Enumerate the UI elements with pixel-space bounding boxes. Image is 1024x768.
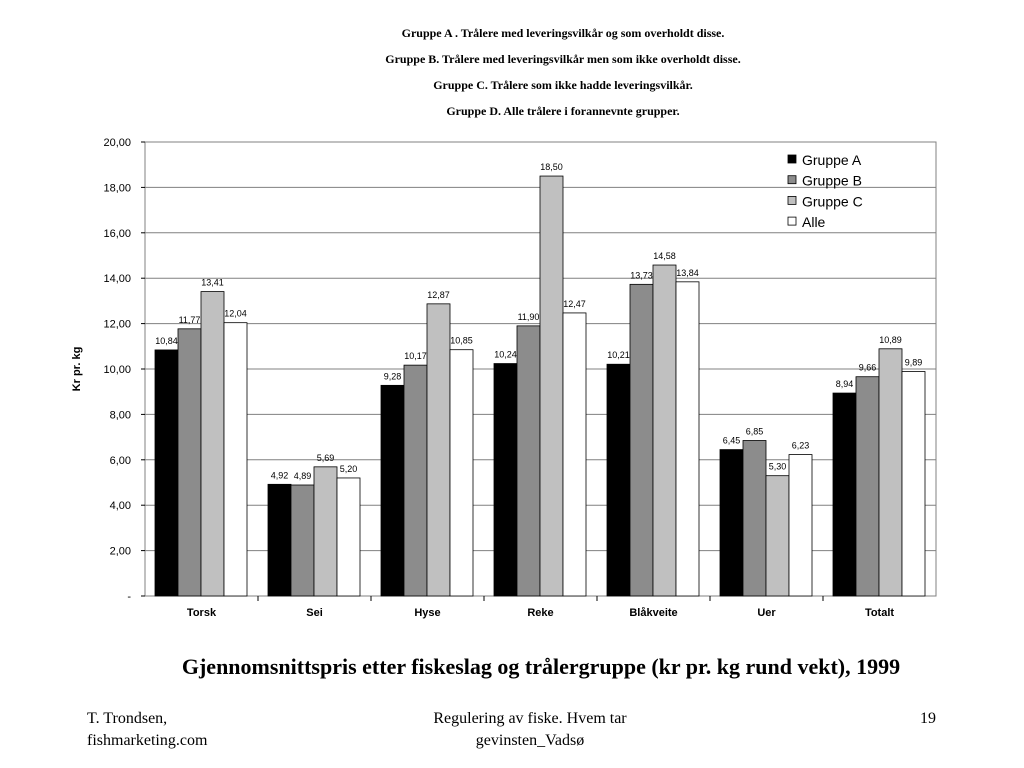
y-tick-label: 8,00: [109, 409, 131, 422]
x-tick-label: Totalt: [864, 607, 895, 619]
footer-author-line1: T. Trondsen,: [87, 710, 168, 727]
note-group-b: Gruppe B. Trålere med leveringsvilkår men som ikke overholdt disse.: [385, 52, 741, 66]
bar: [201, 292, 224, 596]
bar: [494, 364, 517, 596]
bar: [630, 284, 653, 596]
data-label: 12,47: [563, 298, 586, 309]
note-group-a: Gruppe A . Trålere med leveringsvilkår og som overholdt disse.: [401, 26, 725, 40]
y-tick-label: 4,00: [109, 500, 131, 513]
bar: [902, 371, 925, 596]
data-label: 8,94: [835, 379, 854, 390]
y-tick-label: 10,00: [103, 364, 131, 376]
bar: [540, 176, 563, 596]
data-label: 10,21: [607, 350, 630, 361]
data-label: 9,28: [383, 371, 402, 382]
bar: [743, 441, 766, 596]
data-label: 10,17: [404, 351, 427, 362]
bar: [291, 485, 314, 596]
footer-author: [87, 708, 207, 752]
footer-presentation: [370, 708, 690, 752]
x-tick-label: Blåkveite: [629, 607, 678, 619]
data-label: 6,85: [745, 426, 764, 437]
bar: [404, 365, 427, 596]
footer-center-line1: Regulering av fiske. Hvem tar: [433, 710, 627, 727]
data-label: 10,89: [879, 334, 902, 345]
data-label: 4,89: [293, 470, 312, 481]
note-group-c: Gruppe C. Trålere som ikke hadde leveringsvilkår.: [433, 78, 693, 92]
y-tick-label: 20,00: [103, 137, 131, 149]
data-label: 12,04: [224, 308, 247, 319]
bar: [676, 282, 699, 596]
legend-entry: Alle: [802, 214, 826, 231]
x-tick-label: Torsk: [186, 607, 217, 619]
data-label: 6,23: [791, 440, 810, 451]
bar: [607, 364, 630, 596]
bar: [789, 455, 812, 596]
legend-entry: Gruppe C: [802, 193, 863, 210]
data-label: 9,66: [858, 362, 877, 373]
y-tick-label: 18,00: [103, 182, 131, 195]
data-label: 14,58: [653, 251, 676, 262]
bar: [563, 313, 586, 596]
data-label: 13,73: [630, 270, 653, 281]
bar: [224, 323, 247, 596]
bar: [268, 484, 291, 596]
bar: [337, 478, 360, 596]
bar: [856, 377, 879, 596]
y-tick-label: 12,00: [103, 318, 131, 331]
data-label: 13,84: [676, 267, 699, 278]
legend-swatch: [788, 217, 796, 225]
y-axis-label: Kr pr. kg: [71, 346, 83, 392]
y-tick-label: 2,00: [109, 545, 131, 558]
bar: [766, 476, 789, 596]
page-number: 19: [920, 710, 936, 727]
data-label: 13,41: [201, 277, 224, 288]
legend-swatch: [788, 176, 796, 184]
bar: [427, 304, 450, 596]
data-label: 6,45: [722, 435, 741, 446]
data-label: 12,87: [427, 289, 450, 300]
x-tick-label: Sei: [306, 607, 323, 619]
data-label: 11,90: [517, 311, 540, 322]
bar: [155, 350, 178, 596]
footer-center-line2: gevinsten_Vadsø: [475, 732, 585, 749]
data-label: 5,20: [339, 463, 358, 474]
y-tick-label: -: [127, 591, 131, 603]
legend-swatch: [788, 155, 796, 163]
data-label: 18,50: [540, 162, 563, 173]
bar: [314, 467, 337, 596]
chart-title: Gjennomsnittspris etter fiskeslag og trålergruppe (kr pr. kg rund vekt), 1999: [181, 654, 901, 679]
data-label: 10,24: [494, 349, 517, 360]
data-label: 4,92: [270, 470, 289, 481]
bar: [450, 350, 473, 596]
legend-entry: Gruppe A: [802, 152, 862, 168]
bar: [720, 450, 743, 596]
y-tick-label: 16,00: [103, 227, 131, 240]
data-label: 9,89: [904, 357, 923, 368]
data-label: 10,84: [155, 335, 178, 346]
y-tick-label: 6,00: [109, 454, 131, 467]
bar: [381, 385, 404, 596]
bar: [833, 393, 856, 596]
legend-swatch: [788, 196, 796, 204]
bar: [879, 349, 902, 596]
bar: [653, 265, 676, 596]
bar: [178, 329, 201, 596]
legend-entry: Gruppe B: [802, 172, 862, 189]
footer-author-line2: fishmarketing.com: [87, 732, 208, 749]
data-label: 5,69: [316, 452, 335, 463]
x-tick-label: Uer: [757, 607, 776, 619]
note-group-d: Gruppe D. Alle trålere i forannevnte grupper.: [446, 104, 680, 118]
x-tick-label: Reke: [527, 607, 554, 619]
data-label: 5,30: [768, 461, 787, 472]
x-tick-label: Hyse: [414, 607, 441, 619]
data-label: 10,85: [450, 335, 473, 346]
y-tick-label: 14,00: [103, 273, 131, 286]
data-label: 11,77: [178, 314, 201, 325]
bar: [517, 326, 540, 596]
